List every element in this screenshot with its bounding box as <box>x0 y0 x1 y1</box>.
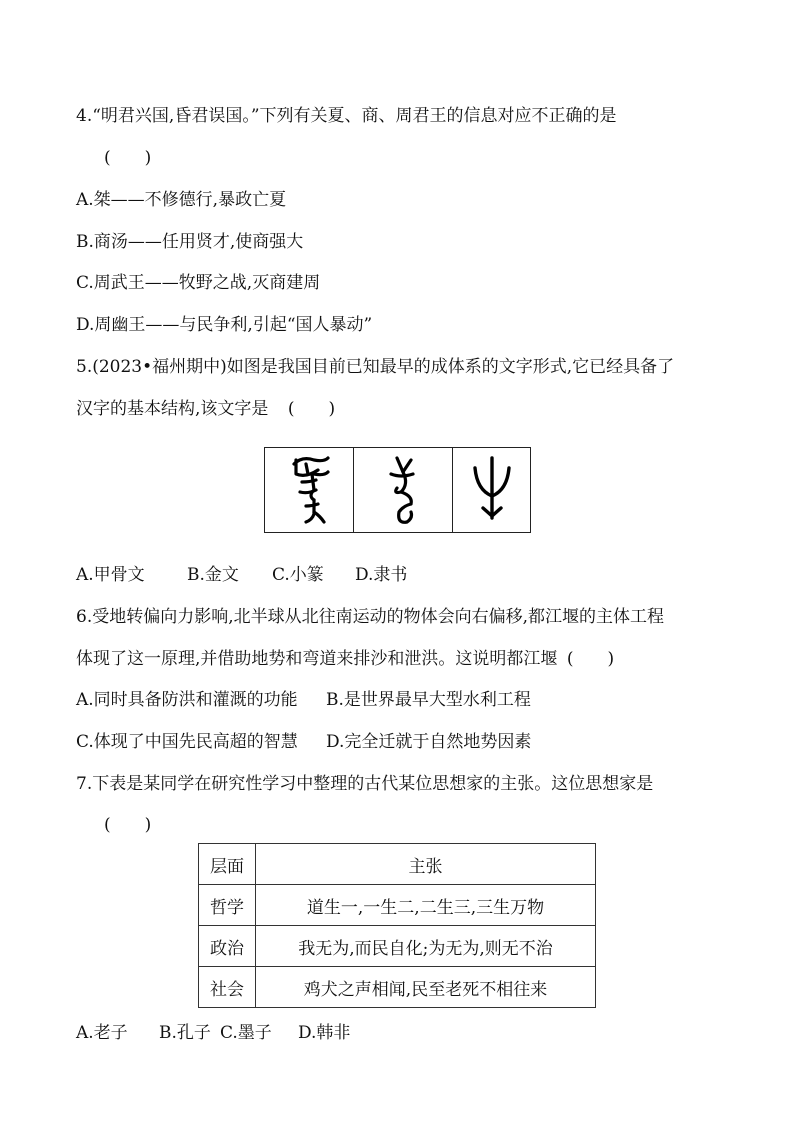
table-cell-aspect: 政治 <box>199 926 256 967</box>
ancient-glyph-3-icon <box>469 452 515 528</box>
table-cell-claim: 我无为,而民自化;为无为,则无不治 <box>256 926 596 967</box>
table-cell-claim: 道生一,一生二,二生三,三生万物 <box>256 885 596 926</box>
q5-stem-line1: 5.(2023•福州期中)如图是我国目前已知最早的成体系的文字形式,它已经具备了 <box>76 357 675 377</box>
q6-stem-text: 体现了这一原理,并借助地势和弯道来排沙和泄洪。这说明都江堰 <box>76 649 558 669</box>
q4-option-d: D.周幽王——与民争利,引起“国人暴动” <box>76 315 373 335</box>
q5-stem-line2 <box>76 397 335 421</box>
q6-options-row1 <box>76 688 576 712</box>
glyph-cell-3 <box>453 448 530 532</box>
table-header-aspect: 层面 <box>199 844 256 885</box>
table-row <box>199 967 596 1008</box>
q7-options-row <box>76 1021 396 1045</box>
q5-answer-paren: ( ) <box>287 399 336 419</box>
q4-option-a: A.桀——不修德行,暴政亡夏 <box>76 190 287 210</box>
table-cell-claim: 鸡犬之声相闻,民至老死不相往来 <box>256 967 596 1008</box>
q5-stem-text: 汉字的基本结构,该文字是 <box>76 399 269 419</box>
q5-options-row <box>76 563 476 587</box>
q7-option-b: B.孔子 <box>159 1023 211 1043</box>
q4-answer-paren: ( ) <box>104 148 152 168</box>
q7-stem: 7.下表是某同学在研究性学习中整理的古代某位思想家的主张。这位思想家是 <box>76 774 654 794</box>
q7-option-a: A.老子 <box>76 1023 128 1043</box>
q5-option-c: C.小篆 <box>272 565 324 585</box>
table-cell-aspect: 哲学 <box>199 885 256 926</box>
thinker-table <box>198 843 596 1008</box>
q5-option-d: D.隶书 <box>355 565 408 585</box>
q4-stem: 4.“明君兴国,昏君误国。”下列有关夏、商、周君王的信息对应不正确的是 <box>76 106 617 126</box>
q5-option-a: A.甲骨文 <box>76 565 145 585</box>
q5-option-b: B.金文 <box>187 565 239 585</box>
q6-stem-line1: 6.受地转偏向力影响,北半球从北往南运动的物体会向右偏移,都江堰的主体工程 <box>76 607 665 627</box>
q6-option-b: B.是世界最早大型水利工程 <box>326 690 531 710</box>
q4-option-c: C.周武王——牧野之战,灭商建周 <box>76 273 321 293</box>
ancient-glyph-2-icon <box>383 452 423 528</box>
table-cell-aspect: 社会 <box>199 967 256 1008</box>
q6-option-d: D.完全迁就于自然地势因素 <box>326 732 532 752</box>
ancient-glyph-1-icon <box>284 452 334 528</box>
table-header-claim: 主张 <box>256 844 596 885</box>
q7-option-c: C.墨子 <box>220 1023 272 1043</box>
q4-option-b: B.商汤——任用贤才,使商强大 <box>76 232 304 252</box>
q6-stem-line2 <box>76 647 614 671</box>
q7-option-d: D.韩非 <box>298 1023 351 1043</box>
table-header-row <box>199 844 596 885</box>
table-row <box>199 885 596 926</box>
q6-option-a: A.同时具备防洪和灌溉的功能 <box>76 690 298 710</box>
q7-answer-paren: ( ) <box>104 815 152 835</box>
q6-options-row2 <box>76 730 576 754</box>
table-row <box>199 926 596 967</box>
q6-option-c: C.体现了中国先民高超的智慧 <box>76 732 298 752</box>
q6-answer-paren: ( ) <box>566 649 615 669</box>
glyph-figure <box>264 447 531 533</box>
glyph-cell-1 <box>265 448 354 532</box>
glyph-cell-2 <box>354 448 453 532</box>
